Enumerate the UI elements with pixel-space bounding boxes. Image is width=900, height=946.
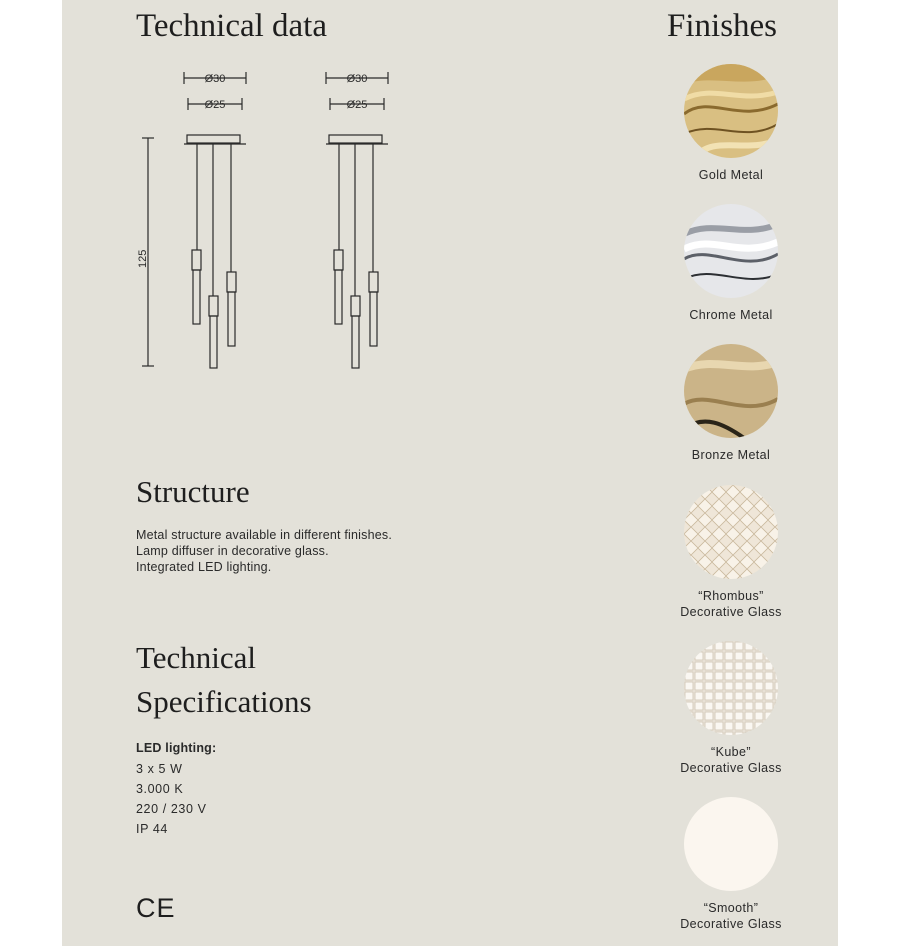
spec-voltage: 220 / 230 V bbox=[136, 802, 207, 816]
specifications-title-line2: Specifications bbox=[136, 684, 312, 719]
spec-ip-rating: IP 44 bbox=[136, 822, 168, 836]
finish-bronze-metal bbox=[676, 344, 786, 463]
finish-label: Decorative Glass bbox=[680, 761, 782, 775]
bronze-metal-swatch bbox=[684, 344, 778, 438]
pendant-drawing-left bbox=[184, 72, 246, 368]
smooth-glass-swatch bbox=[684, 797, 778, 891]
finish-label: Gold Metal bbox=[698, 168, 764, 182]
height-dimension-label: 125 bbox=[137, 249, 149, 268]
finish-label: “Kube” bbox=[711, 745, 751, 759]
technical-data-title: Technical data bbox=[136, 8, 327, 44]
spec-color-temperature: 3.000 K bbox=[136, 782, 184, 796]
dim-outer-left: Ø30 bbox=[204, 73, 226, 85]
kube-glass-swatch bbox=[684, 641, 778, 735]
finish-gold-metal bbox=[676, 64, 786, 183]
led-lighting-heading: LED lighting: bbox=[136, 741, 217, 755]
finishes-title: Finishes bbox=[667, 8, 778, 44]
finish-label: Decorative Glass bbox=[680, 917, 782, 931]
rhombus-glass-swatch bbox=[684, 485, 778, 579]
spec-power: 3 x 5 W bbox=[136, 762, 183, 776]
structure-title: Structure bbox=[136, 474, 250, 509]
finish-kube-glass bbox=[676, 641, 786, 776]
dim-outer-right: Ø30 bbox=[346, 73, 368, 85]
finish-label: Bronze Metal bbox=[691, 448, 771, 462]
finish-chrome-metal bbox=[676, 204, 786, 323]
dim-inner-left: Ø25 bbox=[204, 99, 226, 111]
pendant-drawing-right bbox=[326, 72, 388, 368]
gold-metal-swatch bbox=[684, 64, 778, 158]
ce-mark: CE bbox=[136, 893, 176, 923]
specifications-title-line1: Technical bbox=[136, 640, 257, 675]
finish-label: “Smooth” bbox=[703, 901, 759, 915]
chrome-metal-swatch bbox=[684, 204, 778, 298]
structure-line: Integrated LED lighting. bbox=[136, 560, 272, 574]
technical-drawing bbox=[130, 62, 410, 382]
dim-inner-right: Ø25 bbox=[346, 99, 368, 111]
finish-label: Chrome Metal bbox=[689, 308, 773, 322]
finish-label: Decorative Glass bbox=[680, 605, 782, 619]
finish-rhombus-glass bbox=[676, 485, 786, 620]
finish-label: “Rhombus” bbox=[698, 589, 764, 603]
finish-smooth-glass bbox=[676, 797, 786, 932]
structure-line: Metal structure available in different finishes. bbox=[136, 528, 393, 542]
structure-line: Lamp diffuser in decorative glass. bbox=[136, 544, 329, 558]
